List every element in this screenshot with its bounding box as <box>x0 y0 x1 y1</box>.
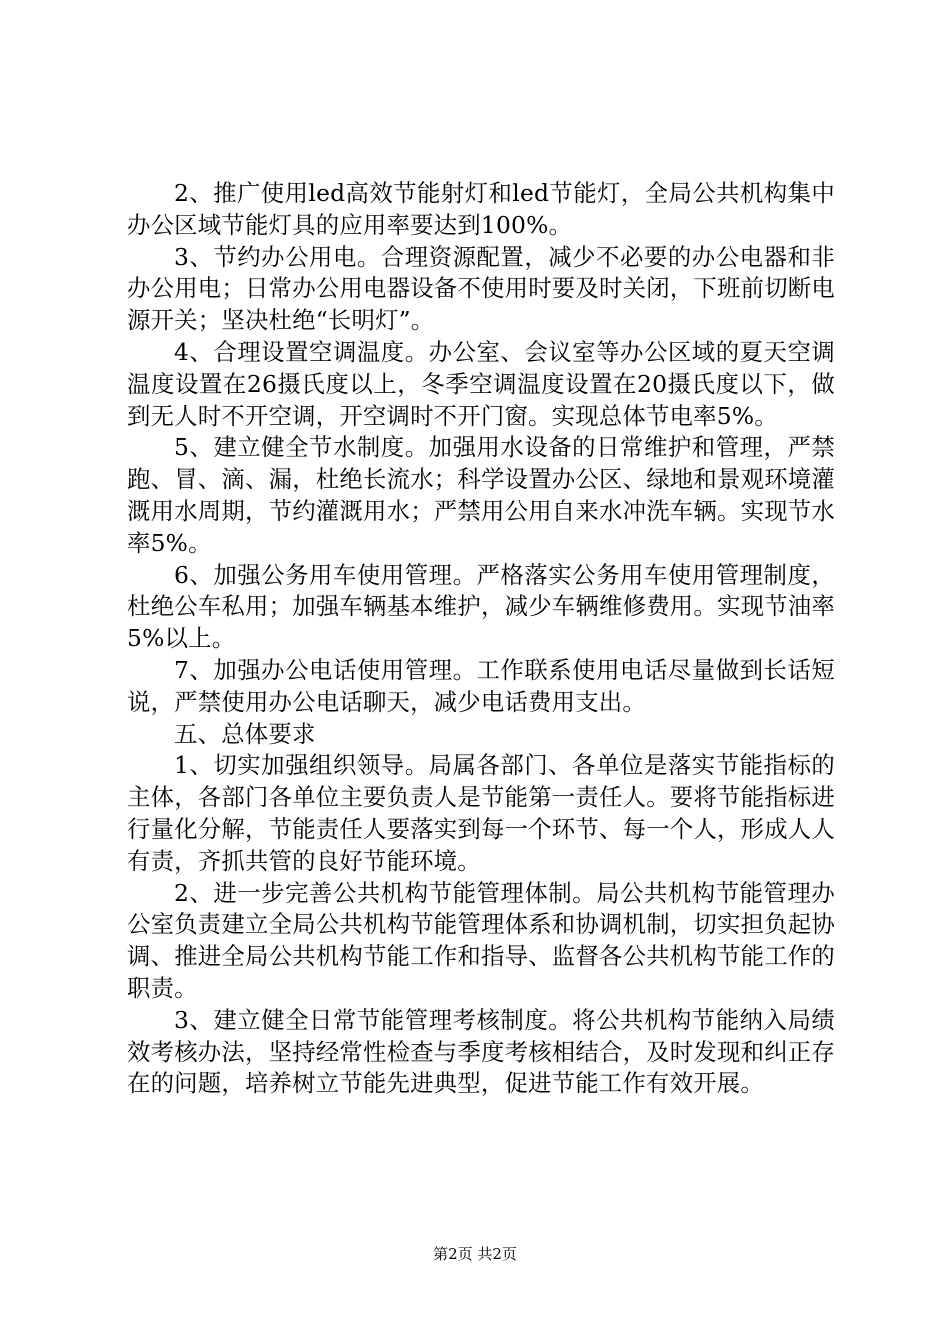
paragraph-office-phone: 7、加强办公电话使用管理。工作联系使用电话尽量做到长话短说，严禁使用办公电话聊天，减少电话费用支出。 <box>127 655 835 716</box>
page-number: 第2页 共2页 <box>433 1245 517 1263</box>
paragraph-water-saving: 5、建立健全节水制度。加强用水设备的日常维护和管理，严禁跑、冒、滴、漏，杜绝长流水；科学设置办公区、绿地和景观环境灌溉用水周期，节约灌溉用水；严禁用公用自来水冲洗车辆。实现节水率5%。 <box>127 433 835 557</box>
paragraph-assessment-system: 3、建立健全日常节能管理考核制度。将公共机构节能纳入局绩效考核办法，坚持经常性检查与季度考核相结合，及时发现和纠正存在的问题，培养树立节能先进典型，促进节能工作有效开展。 <box>127 1005 835 1098</box>
paragraph-led-lighting: 2、推广使用led高效节能射灯和led节能灯，全局公共机构集中办公区域节能灯具的应用率要达到100%。 <box>127 179 835 239</box>
paragraph-air-conditioning: 4、合理设置空调温度。办公室、会议室等办公区域的夏天空调温度设置在26摄氏度以上，冬季空调温度设置在20摄氏度以下，做到无人时不开空调，开空调时不开门窗。实现总体节电率5%。 <box>127 337 835 430</box>
page-footer <box>0 1244 950 1264</box>
paragraph-official-vehicles: 6、加强公务用车使用管理。严格落实公务用车使用管理制度，杜绝公车私用；加强车辆基本维护，减少车辆维修费用。实现节油率5%以上。 <box>127 560 835 653</box>
paragraph-management-system: 2、进一步完善公共机构节能管理体制。局公共机构节能管理办公室负责建立全局公共机构节能管理体系和协调机制，切实担负起协调、推进全局公共机构节能工作和指导、监督各公共机构节能工作的职责。 <box>127 878 835 1002</box>
paragraph-office-electricity: 3、节约办公用电。合理资源配置，减少不必要的办公电器和非办公用电；日常办公用电器设备不使用时要及时关闭，下班前切断电源开关；坚决杜绝“长明灯”。 <box>127 242 835 335</box>
paragraph-organization-leadership: 1、切实加强组织领导。局属各部门、各单位是落实节能指标的主体，各部门各单位主要负责人是节能第一责任人。要将节能指标进行量化分解，节能责任人要落实到每一个环节、每一个人，形成人人有责，齐抓共管的良好节能环境。 <box>127 751 835 875</box>
document-body <box>127 178 835 1100</box>
section-heading-overall-requirements: 五、总体要求 <box>174 719 316 748</box>
